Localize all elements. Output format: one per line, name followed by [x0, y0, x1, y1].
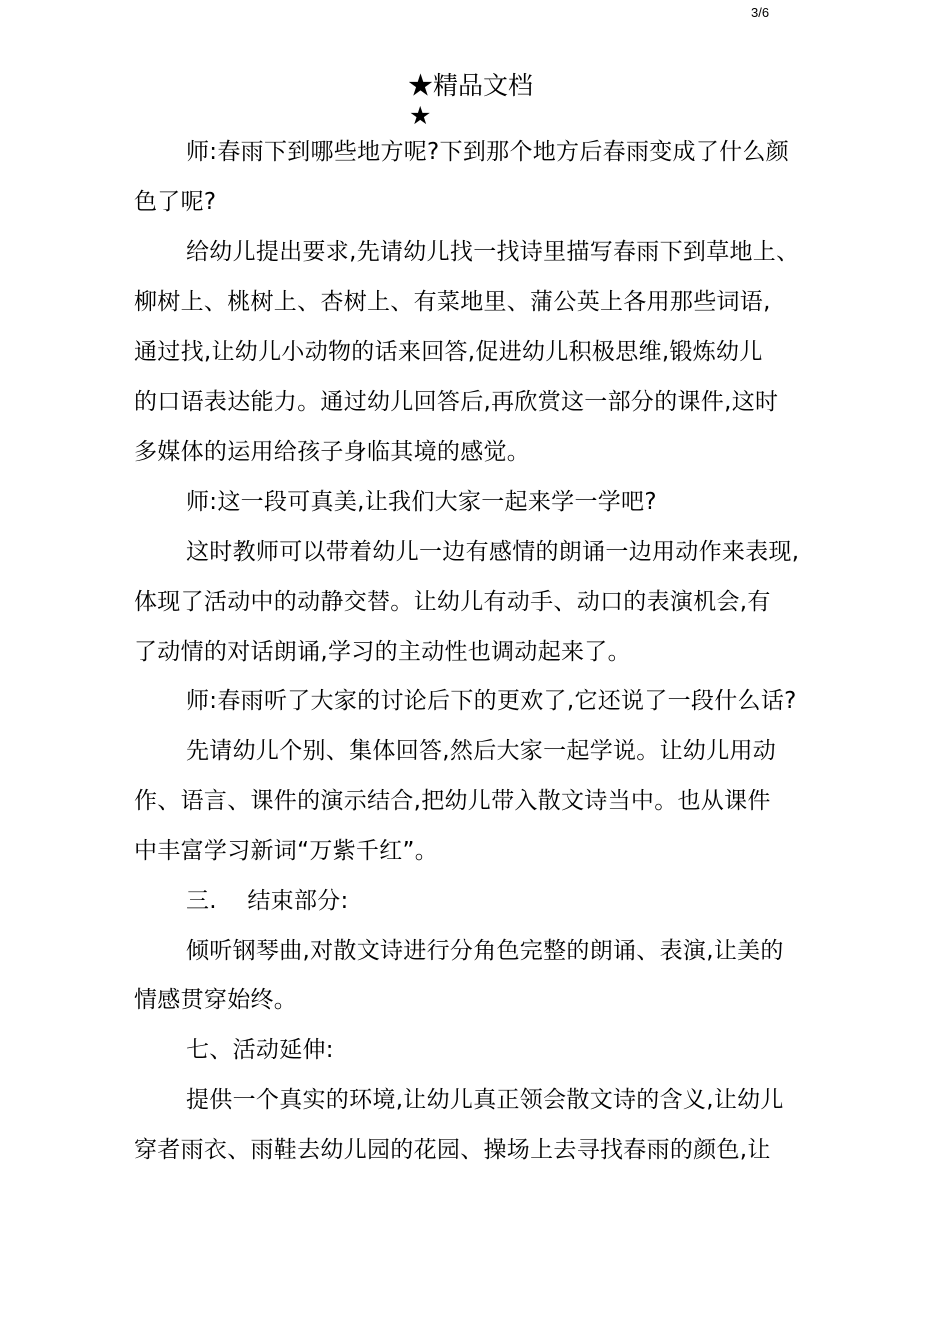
text-line: 穿者雨衣、雨鞋去幼儿园的花园、操场上去寻找春雨的颜色,让	[134, 1137, 771, 1163]
section-heading: 三. 结束部分:	[186, 888, 349, 914]
text-line: 中丰富学习新词“万紫千红”。	[134, 838, 439, 864]
text-line: 的口语表达能力。通过幼儿回答后,再欣赏这一部分的课件,这时	[134, 389, 779, 415]
text-line: 柳树上、桃树上、杏树上、有菜地里、蒲公英上各用那些词语,	[134, 289, 771, 315]
text-line: 师:这一段可真美,让我们大家一起来学一学吧?	[186, 489, 657, 515]
document-header-star: ★	[409, 101, 432, 130]
page-number: 3/6	[751, 5, 770, 20]
text-line: 师:春雨听了大家的讨论后下的更欢了,它还说了一段什么话?	[186, 688, 797, 714]
text-line: 通过找,让幼儿小动物的话来回答,促进幼儿积极思维,锻炼幼儿	[134, 339, 763, 365]
text-line: 色了呢?	[134, 189, 217, 215]
text-line: 体现了活动中的动静交替。让幼儿有动手、动口的表演机会,有	[134, 589, 771, 615]
text-line: 了动情的对话朗诵,学习的主动性也调动起来了。	[134, 639, 631, 665]
document-header-title: ★精品文档	[408, 71, 534, 100]
text-line: 师:春雨下到哪些地方呢?下到那个地方后春雨变成了什么颜	[186, 139, 790, 165]
text-line: 情感贯穿始终。	[134, 987, 298, 1013]
text-line: 先请幼儿个别、集体回答,然后大家一起学说。让幼儿用动	[186, 738, 777, 764]
text-line: 倾听钢琴曲,对散文诗进行分角色完整的朗诵、表演,让美的	[186, 938, 784, 964]
text-line: 作、语言、课件的演示结合,把幼儿带入散文诗当中。也从课件	[134, 788, 771, 814]
text-line: 多媒体的运用给孩子身临其境的感觉。	[134, 439, 531, 465]
text-line: 提供一个真实的环境,让幼儿真正领会散文诗的含义,让幼儿	[186, 1087, 784, 1113]
text-line: 给幼儿提出要求,先请幼儿找一找诗里描写春雨下到草地上、	[186, 239, 800, 265]
text-line: 这时教师可以带着幼儿一边有感情的朗诵一边用动作来表现,	[186, 539, 800, 565]
section-heading: 七、活动延伸:	[186, 1037, 334, 1063]
